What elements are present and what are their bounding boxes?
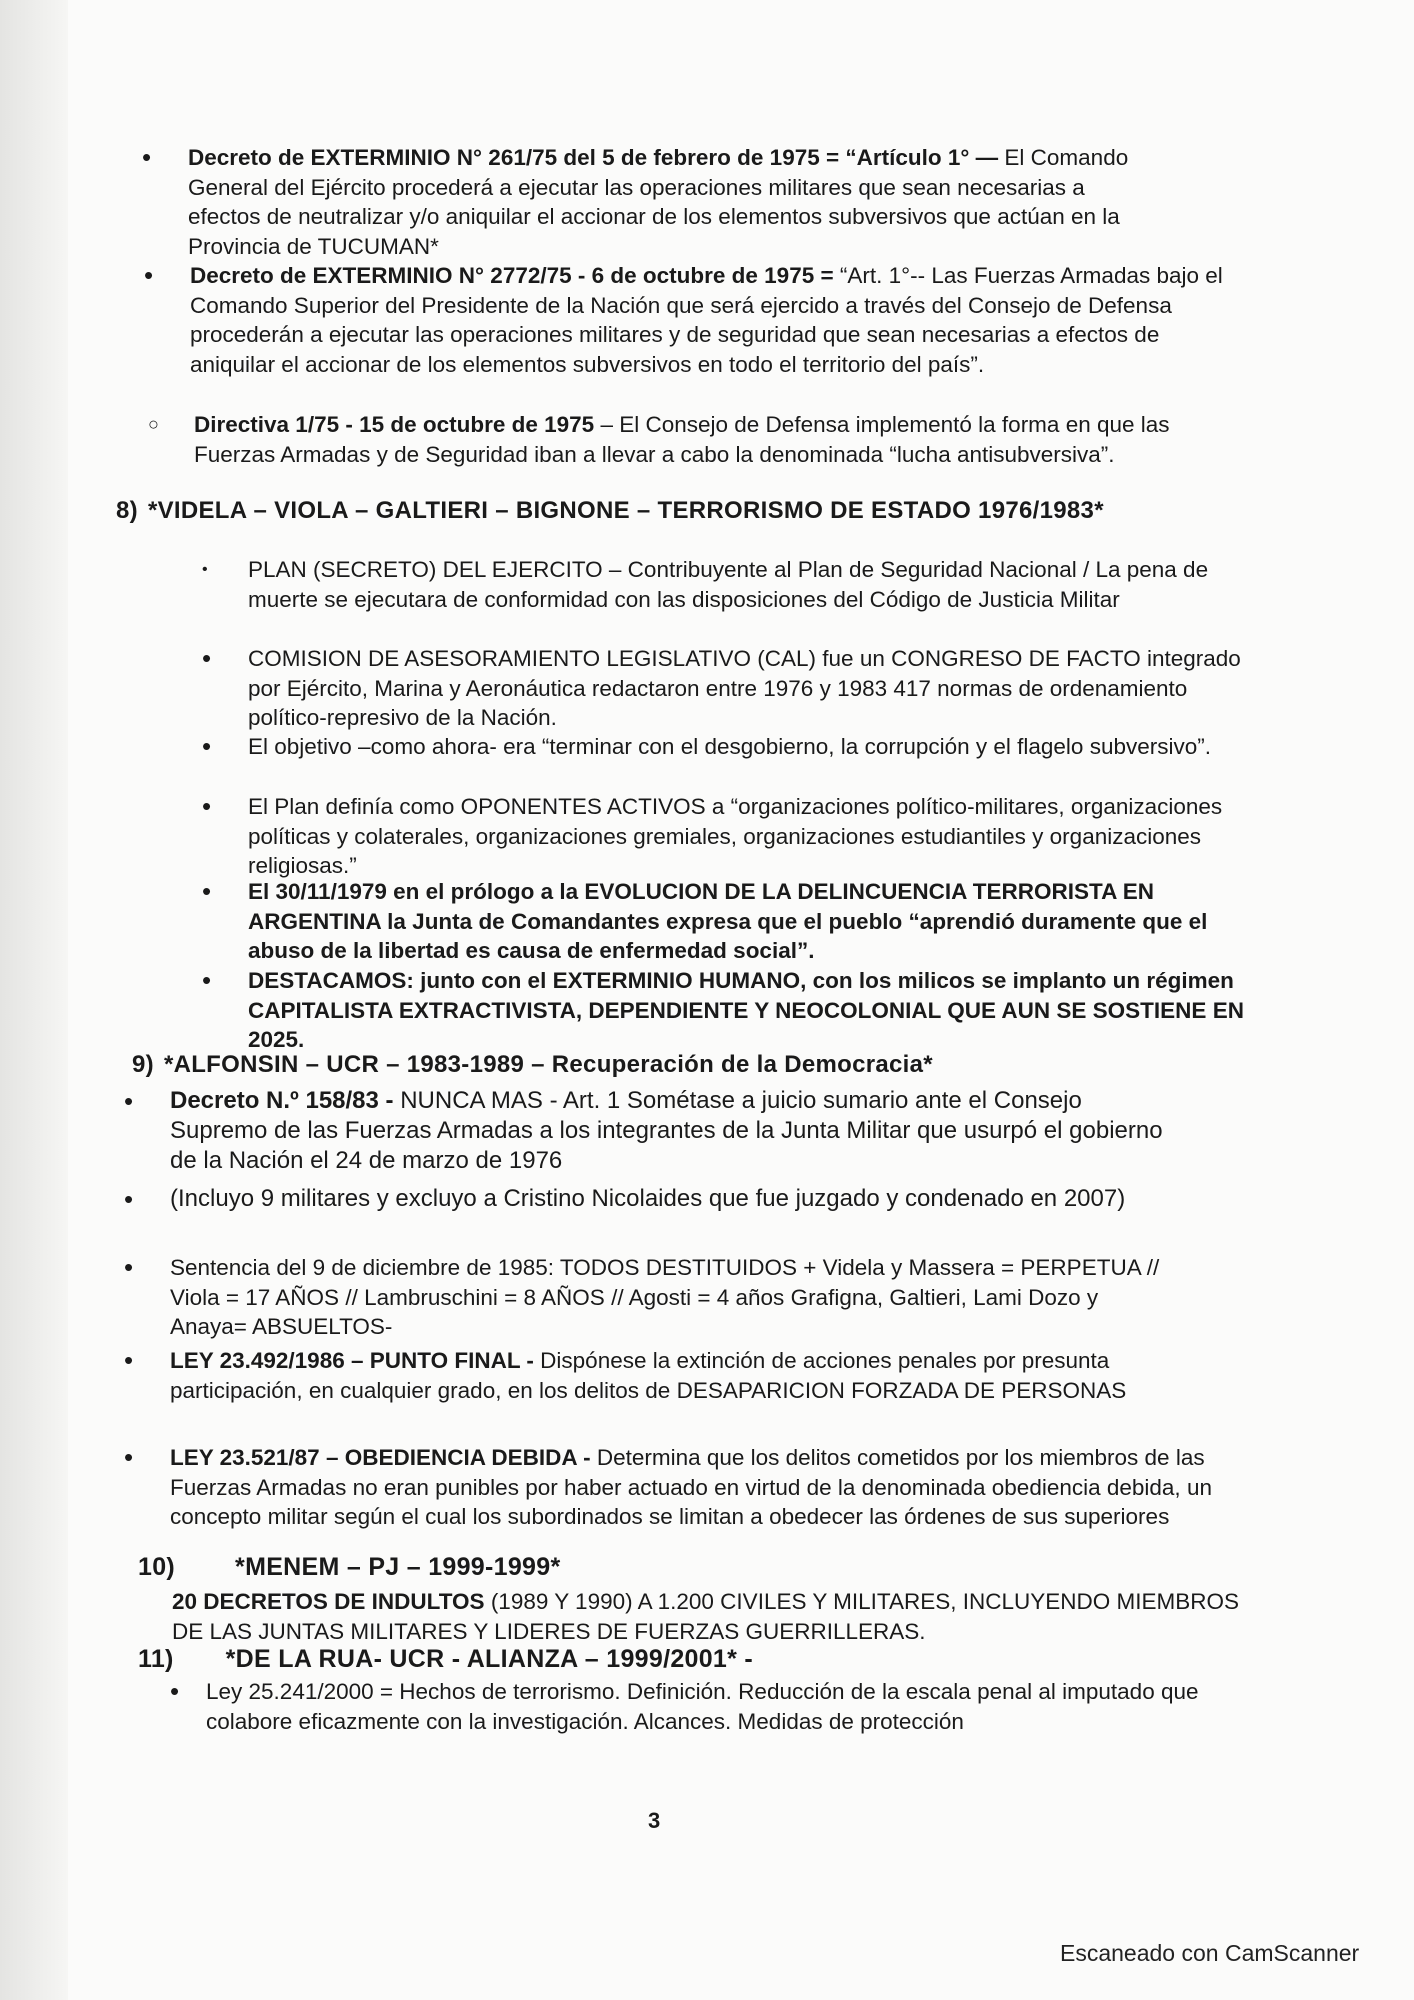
item-bold: Decreto N.º 158/83 - bbox=[170, 1087, 394, 1114]
bullet-objetivo bbox=[202, 731, 1228, 762]
section-title: *MENEM – PJ – 1999-1999* bbox=[235, 1553, 561, 1581]
bullet-dot-icon: • bbox=[124, 1252, 134, 1282]
bullet-dot-icon: • bbox=[170, 1676, 180, 1706]
item-text: Dispónese la extinción de acciones penales por presunta participación, en cualquier grado, en los delitos de DESAPARICION FORZADA DE PERSONAS bbox=[170, 1348, 1127, 1403]
section-heading-11 bbox=[138, 1644, 1098, 1674]
bullet-dot-icon: ○ bbox=[148, 414, 159, 434]
bullet-directiva-1-75 bbox=[148, 410, 1234, 469]
section-number: 11) bbox=[138, 1645, 174, 1673]
camscanner-watermark: Escaneado con CamScanner bbox=[1060, 1940, 1360, 1966]
section-number: 8) bbox=[116, 497, 138, 524]
section-heading-10 bbox=[138, 1552, 1038, 1582]
item-text: Ley 25.241/2000 = Hechos de terrorismo. Definición. Reducción de la escala penal al imputado que colabore eficazmente con la investigación. Alcances. Medidas de protección bbox=[206, 1679, 1199, 1734]
item-text: (1989 Y 1990) A 1.200 CIVILES Y MILITARES, INCLUYENDO MIEMBROS DE LAS JUNTAS MILITARES Y LIDERES DE FUERZAS GUERRILLERAS. bbox=[172, 1589, 1240, 1644]
page-number: 3 bbox=[648, 1808, 661, 1833]
bullet-dot-icon: • bbox=[142, 142, 152, 172]
bullet-dot-icon: • bbox=[144, 260, 154, 290]
bullet-decreto-261 bbox=[142, 142, 1138, 261]
bullet-prologo-1979 bbox=[202, 876, 1248, 966]
item-text: COMISION DE ASESORAMIENTO LEGISLATIVO (CAL) fue un CONGRESO DE FACTO integrado por Ejército, Marina y Aeronáutica redactaron entre 1976 y 1983 417 normas de ordenamiento político-represivo de la Nación. bbox=[248, 646, 1241, 730]
bullet-dot-icon: • bbox=[202, 876, 212, 906]
item-text: El objetivo –como ahora- era “terminar con el desgobierno, la corrupción y el flagelo subversivo”. bbox=[248, 734, 1211, 759]
bullet-incluyo bbox=[124, 1184, 1170, 1214]
bullet-decreto-158 bbox=[124, 1086, 1170, 1176]
bullet-dot-icon: • bbox=[202, 731, 212, 761]
item-text: El Plan definía como OPONENTES ACTIVOS a “organizaciones político-militares, organizaciones políticas y colaterales, organizaciones gremiales, organizaciones estudiantiles y organizaciones religiosas.” bbox=[248, 794, 1223, 878]
bullet-ley-25241 bbox=[170, 1676, 1206, 1736]
item-text: “Art. 1°-- Las Fuerzas Armadas bajo el Comando Superior del Presidente de la Nación que será ejercido a través del Consejo de Defensa procederán a ejecutar las operaciones militares y de seguridad que sean necesarias a efectos de aniquilar el accionar de los elementos subversivos en todo el territorio del país”. bbox=[190, 263, 1223, 377]
bullet-cal bbox=[202, 643, 1258, 733]
bullet-dot-icon: • bbox=[202, 791, 212, 821]
bullet-oponentes bbox=[202, 791, 1228, 881]
bullet-sentencia-1985 bbox=[124, 1252, 1180, 1342]
bullet-destacamos bbox=[202, 965, 1248, 1055]
scan-shadow-edge bbox=[0, 0, 68, 2000]
item-bold: Directiva 1/75 - 15 de octubre de 1975 bbox=[194, 412, 595, 437]
section-title: *VIDELA – VIOLA – GALTIERI – BIGNONE – TERRORISMO DE ESTADO 1976/1983* bbox=[147, 497, 1104, 524]
section-title: *DE LA RUA- UCR - ALIANZA – 1999/2001* - bbox=[225, 1645, 754, 1673]
item-bold: El 30/11/1979 en el prólogo a la EVOLUCION DE LA DELINCUENCIA TERRORISTA EN ARGENTINA la Junta de Comandantes expresa que el pueblo “aprendió duramente que el abuso de la libertad es causa de enfermedad social”. bbox=[248, 879, 1208, 963]
bullet-dot-icon: • bbox=[124, 1345, 134, 1375]
item-bold: LEY 23.521/87 – OBEDIENCIA DEBIDA - bbox=[170, 1445, 591, 1470]
item-bold: DESTACAMOS: junto con el EXTERMINIO HUMANO, con los milicos se implanto un régimen CAPITALISTA EXTRACTIVISTA, DEPENDIENTE Y NEOCOLONIAL QUE AUN SE SOSTIENE EN 2025. bbox=[248, 968, 1244, 1052]
item-text: PLAN (SECRETO) DEL EJERCITO – Contribuyente al Plan de Seguridad Nacional / La pena de muerte se ejecutara de conformidad con las disposiciones del Código de Justicia Militar bbox=[248, 557, 1209, 612]
item-bold: LEY 23.492/1986 – PUNTO FINAL - bbox=[170, 1348, 534, 1373]
bullet-dot-icon: • bbox=[124, 1184, 134, 1214]
item-text: – El Consejo de Defensa implementó la forma en que las Fuerzas Armadas y de Seguridad iban a llevar a cabo la denominada “lucha antisubversiva”. bbox=[194, 412, 1170, 467]
bullet-plan-secreto bbox=[202, 555, 1248, 614]
section-title: *ALFONSIN – UCR – 1983-1989 – Recuperación de la Democracia* bbox=[163, 1051, 933, 1078]
section-number: 10) bbox=[138, 1553, 176, 1581]
bullet-obediencia-debida bbox=[124, 1442, 1250, 1532]
bullet-dot-icon: • bbox=[202, 561, 208, 578]
item-text: NUNCA MAS - Art. 1 Sométase a juicio sumario ante el Consejo Supremo de las Fuerzas Armadas a los integrantes de la Junta Militar que usurpó el gobierno de la Nación el 24 de marzo de 1976 bbox=[170, 1087, 1163, 1174]
section-heading-9 bbox=[132, 1050, 1232, 1080]
bullet-dot-icon: • bbox=[202, 965, 212, 995]
item-bold: Decreto de EXTERMINIO N° 2772/75 - 6 de octubre de 1975 = bbox=[190, 263, 834, 288]
section-heading-8 bbox=[116, 496, 1156, 526]
item-bold: 20 DECRETOS DE INDULTOS bbox=[172, 1589, 485, 1614]
item-bold: Decreto de EXTERMINIO N° 261/75 del 5 de febrero de 1975 = “Artículo 1° — bbox=[188, 145, 999, 170]
bullet-dot-icon: • bbox=[124, 1086, 134, 1116]
item-text: El Comando General del Ejército procederá a ejecutar las operaciones militares que sean necesarias a efectos de neutralizar y/o aniquilar el accionar de los elementos subversivos que actúan en la Provincia de TUCUMAN* bbox=[188, 145, 1129, 259]
section-number: 9) bbox=[132, 1051, 154, 1078]
item-text: Sentencia del 9 de diciembre de 1985: TODOS DESTITUIDOS + Videla y Massera = PERPETUA // Viola = 17 AÑOS // Lambruschini = 8 AÑOS // Agosti = 4 años Grafigna, Galtieri, Lami Dozo y Anaya= ABSUELTOS- bbox=[170, 1255, 1160, 1339]
bullet-dot-icon: • bbox=[124, 1442, 134, 1472]
paragraph-indultos bbox=[172, 1587, 1252, 1646]
bullet-decreto-2772 bbox=[144, 260, 1250, 379]
item-text: (Incluyo 9 militares y excluyo a Cristino Nicolaides que fue juzgado y condenado en 2007) bbox=[170, 1185, 1126, 1212]
item-text: Determina que los delitos cometidos por los miembros de las Fuerzas Armadas no eran punibles por haber actuado en virtud de la denominada obediencia debida, un concepto militar según el cual los subordinados se limitan a obedecer las órdenes de sus superiores bbox=[170, 1445, 1212, 1529]
bullet-punto-final bbox=[124, 1345, 1180, 1405]
bullet-dot-icon: • bbox=[202, 643, 212, 673]
